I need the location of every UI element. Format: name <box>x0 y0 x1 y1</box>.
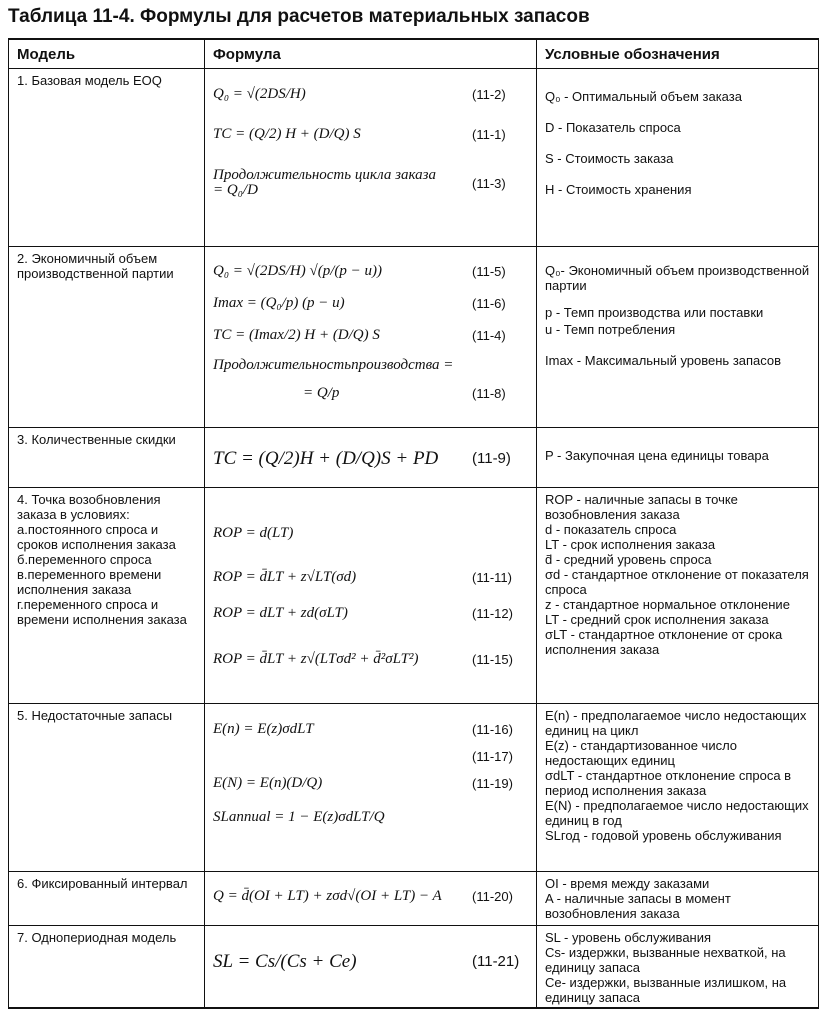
model-cell: 1. Базовая модель EOQ <box>9 69 205 247</box>
formula: ROP = d(LT) <box>213 524 294 541</box>
formula-cell <box>205 872 537 926</box>
table-row <box>9 872 819 926</box>
formula-number: (11-19) <box>472 775 513 791</box>
notation: σLT - стандартное отклонение от срока исполнения заказа <box>545 627 783 657</box>
formula-number: (11-6) <box>472 295 506 311</box>
notation-cell <box>537 488 819 704</box>
notation: LT - средний срок исполнения заказа <box>545 612 769 627</box>
notation-cell <box>537 247 819 428</box>
formula: Продолжительностьпроизводства = <box>213 356 454 373</box>
notation-cell <box>537 69 819 247</box>
formula: ROP = dLT + zd(σLT) <box>213 604 348 621</box>
header-row <box>9 39 819 69</box>
header-formula: Формула <box>205 39 537 69</box>
notation: LT - срок исполнения заказа <box>545 537 716 552</box>
table-row <box>9 926 819 1009</box>
notation: ROP - наличные запасы в точке возобновления заказа <box>545 492 738 522</box>
header-model: Модель <box>9 39 205 69</box>
notation: σdLT - стандартное отклонение спроса в период исполнения заказа <box>545 768 792 798</box>
notation: OI - время между заказами <box>545 876 710 891</box>
formula: ROP = d̄LT + z√LT(σd) <box>213 568 357 585</box>
notation: H - Стоимость хранения <box>545 182 692 197</box>
formula-number: (11-1) <box>472 126 506 142</box>
formula: Imax = (Q₀/p) (p − u) <box>213 294 345 311</box>
notation: z - стандартное нормальное отклонение <box>545 597 790 612</box>
model-cell: 2. Экономичный объем производственной партии <box>9 247 205 428</box>
notation-cell <box>537 704 819 872</box>
formulas-table <box>8 38 819 1009</box>
formula-number: (11-2) <box>472 86 506 102</box>
formula-number: (11-4) <box>472 327 506 343</box>
notation: Q₀- Экономичный объем производственной партии <box>545 263 810 293</box>
notation: d - показатель спроса <box>545 522 677 537</box>
model-cell: 6. Фиксированный интервал <box>9 872 205 926</box>
notation: Ce- издержки, вызванные излишком, на единицу запаса <box>545 975 787 1005</box>
model-cell: 7. Однопериодная модель <box>9 926 205 1009</box>
formula-number: (11-3) <box>472 175 506 191</box>
notation: SL - уровень обслуживания <box>545 930 712 945</box>
formula: Q₀ = √(2DS/H) <box>213 85 306 102</box>
table-title: Таблица 11-4. Формулы для расчетов материальных запасов <box>8 6 590 27</box>
formula: TC = (Imax/2) H + (D/Q) S <box>213 326 380 343</box>
notation: Imax - Максимальный уровень запасов <box>545 353 782 368</box>
table-row <box>9 428 819 488</box>
formula-number: (11-16) <box>472 721 513 737</box>
formula-cell <box>205 704 537 872</box>
table-row <box>9 69 819 247</box>
formula-cell <box>205 428 537 488</box>
table-row <box>9 704 819 872</box>
notation: u - Темп потребления <box>545 322 676 337</box>
notation: S - Стоимость заказа <box>545 151 674 166</box>
notation: E(n) - предполагаемое число недостающих единиц на цикл <box>545 708 807 738</box>
notation: D - Показатель спроса <box>545 120 681 135</box>
formula: Продолжительность цикла заказа = Q₀/D <box>213 167 436 198</box>
formula-number: (11-15) <box>472 651 513 667</box>
formula: ROP = d̄LT + z√(LTσd² + d̄²σLT²) <box>213 650 419 667</box>
notation: E(z) - стандартизованное число недостающих единиц <box>545 738 738 768</box>
notation: Q₀ - Оптимальный объем заказа <box>545 89 742 104</box>
header-notation: Условные обозначения <box>537 39 819 69</box>
notation: A - наличные запасы в момент возобновления заказа <box>545 891 731 921</box>
formula-cell <box>205 69 537 247</box>
model-cell: 3. Количественные скидки <box>9 428 205 488</box>
notation-cell <box>537 428 819 488</box>
formula-number: (11-21) <box>472 952 520 970</box>
model-cell: 5. Недостаточные запасы <box>9 704 205 872</box>
model-cell: 4. Точка возобновления заказа в условиях: а.постоянного спроса и сроков исполнения заказа б.переменного спроса в.переменного времени исполнения заказа г.переменного спроса и времени исполнения заказа <box>9 488 205 704</box>
notation: p - Темп производства или поставки <box>545 305 764 320</box>
formula: E(N) = E(n)(D/Q) <box>213 774 323 791</box>
formula-number: (11-12) <box>472 605 513 621</box>
notation-cell <box>537 926 819 1009</box>
formula-number: (11-9) <box>472 449 511 467</box>
notation: d̄ - средний уровень спроса <box>545 552 712 567</box>
formula-cell <box>205 488 537 704</box>
formula-number: (11-5) <box>472 263 506 279</box>
formula: TC = (Q/2)H + (D/Q)S + PD <box>213 447 439 469</box>
notation-cell <box>537 872 819 926</box>
formula-number: (11-8) <box>472 385 506 401</box>
table-row <box>9 247 819 428</box>
formula: Q = d̄(OI + LT) + zσd√(OI + LT) − A <box>213 887 442 904</box>
formula: SLannual = 1 − E(z)σdLT/Q <box>213 808 385 825</box>
formula-number: (11-17) <box>472 748 513 764</box>
notation: SLгод - годовой уровень обслуживания <box>545 828 782 843</box>
formula: TC = (Q/2) H + (D/Q) S <box>213 125 361 142</box>
formula: Q₀ = √(2DS/H) √(p/(p − u)) <box>213 262 382 279</box>
table-row <box>9 488 819 704</box>
notation: Cs- издержки, вызванные нехваткой, на единицу запаса <box>545 945 786 975</box>
formula: SL = Cs/(Cs + Ce) <box>213 950 357 972</box>
formula-cell <box>205 247 537 428</box>
formula-number: (11-20) <box>472 888 513 904</box>
notation: σd - стандартное отклонение от показателя спроса <box>545 567 809 597</box>
formula: E(n) = E(z)σdLT <box>213 720 314 737</box>
formula: = Q/p <box>303 384 340 401</box>
formula-number: (11-11) <box>472 569 512 585</box>
formula-cell <box>205 926 537 1009</box>
notation: P - Закупочная цена единицы товара <box>545 448 769 463</box>
notation: E(N) - предполагаемое число недостающих единиц в год <box>545 798 809 828</box>
